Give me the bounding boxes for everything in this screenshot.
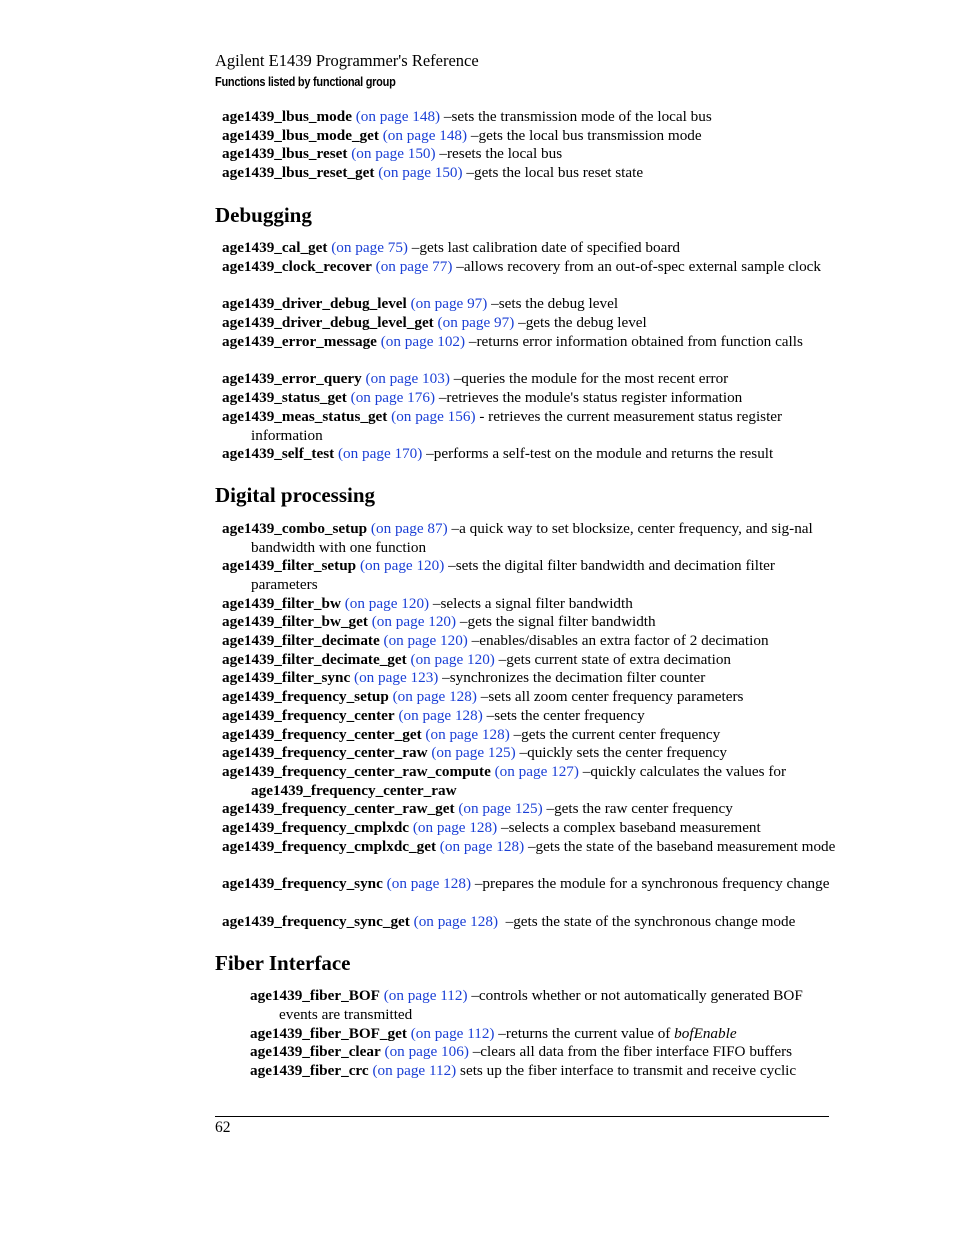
function-entry — [222, 669, 843, 688]
function-name: age1439_filter_setup — [222, 557, 357, 574]
function-description: –sets the transmission mode of the local bus — [440, 108, 712, 125]
function-entry — [222, 127, 843, 146]
page-reference-link[interactable]: (on page 120) — [410, 651, 495, 668]
page-number: 62 — [215, 1119, 231, 1136]
page-reference-link[interactable]: (on page 128) — [439, 838, 525, 855]
function-name: age1439_frequency_cmplxdc_get — [222, 838, 436, 855]
function-description: –resets the local bus — [435, 145, 563, 162]
function-entry — [222, 613, 843, 632]
function-description: –gets the debug level — [514, 314, 647, 331]
function-entry — [222, 258, 843, 277]
function-entry — [250, 1062, 843, 1081]
page-reference-link[interactable]: (on page 128) — [412, 819, 498, 836]
function-entry — [222, 763, 843, 800]
function-name: age1439_frequency_center_raw — [222, 744, 428, 761]
function-name: age1439_frequency_center_raw_get — [222, 800, 455, 817]
page-reference-link[interactable]: (on page 150) — [351, 145, 436, 162]
function-description: –sets the center frequency — [482, 707, 645, 724]
page-reference-link[interactable]: (on page 128) — [398, 707, 483, 724]
function-name: age1439_filter_bw — [222, 595, 341, 612]
function-description: –a quick way to set blocksize, center frequency, and sig-nal bandwidth with one function — [251, 520, 817, 556]
page-reference-link[interactable]: (on page 97) — [410, 295, 488, 312]
function-entry — [222, 875, 843, 894]
function-entry — [222, 688, 843, 707]
page-reference-link[interactable]: (on page 103) — [365, 370, 450, 387]
page-reference-link[interactable]: (on page 106) — [384, 1043, 469, 1060]
page-reference-link[interactable]: (on page 112) — [372, 1062, 457, 1079]
function-name: age1439_filter_bw_get — [222, 613, 368, 630]
function-name: age1439_lbus_mode_get — [222, 127, 379, 144]
page-reference-link[interactable]: (on page 97) — [437, 314, 515, 331]
section-heading-fiber-interface: Fiber Interface — [215, 951, 351, 975]
page-reference-link[interactable]: (on page 148) — [382, 127, 468, 144]
function-entry — [222, 408, 843, 445]
function-name-reference: age1439_frequency_center_raw — [251, 781, 457, 799]
function-description: –enables/disables an extra factor of 2 decimation — [467, 632, 769, 649]
page-reference-link[interactable]: (on page 112) — [383, 987, 468, 1004]
function-entry — [222, 595, 843, 614]
function-name: age1439_filter_decimate_get — [222, 651, 407, 668]
page-reference-link[interactable]: (on page 75) — [331, 239, 408, 256]
function-name: age1439_frequency_setup — [222, 688, 389, 705]
page-reference-link[interactable]: (on page 170) — [337, 445, 423, 462]
function-description: –queries the module for the most recent error — [449, 370, 729, 387]
page-reference-link[interactable]: (on page 128) — [425, 726, 510, 743]
function-description: –performs a self-test on the module and returns the result — [422, 445, 774, 462]
function-name: age1439_frequency_center — [222, 707, 395, 724]
function-entry — [222, 838, 843, 857]
function-name: age1439_frequency_sync_get — [222, 913, 410, 930]
function-name: age1439_error_message — [222, 333, 377, 350]
page-reference-link[interactable]: (on page 156) — [391, 408, 476, 425]
function-name: age1439_error_query — [222, 370, 362, 387]
page-reference-link[interactable]: (on page 120) — [359, 557, 445, 574]
page-reference-link[interactable]: (on page 120) — [344, 595, 430, 612]
function-name: age1439_lbus_reset_get — [222, 164, 375, 181]
page-reference-link[interactable]: (on page 128) — [386, 875, 472, 892]
function-description: –quickly sets the center frequency — [515, 744, 727, 761]
section-heading-debugging: Debugging — [215, 203, 312, 227]
function-entry — [222, 370, 843, 389]
function-name: age1439_cal_get — [222, 239, 328, 256]
function-entry — [222, 445, 843, 464]
function-entry — [222, 744, 843, 763]
function-description: –gets the local bus transmission mode — [467, 127, 702, 144]
function-description: –quickly calculates the values for — [578, 763, 790, 780]
page-reference-link[interactable]: (on page 120) — [371, 613, 457, 630]
page-reference-link[interactable]: (on page 77) — [375, 258, 453, 275]
function-entry — [222, 145, 843, 164]
function-entry — [250, 1043, 843, 1062]
function-name: age1439_filter_sync — [222, 669, 351, 686]
page-reference-link[interactable]: (on page 148) — [355, 108, 441, 125]
function-entry — [222, 913, 843, 932]
function-entry — [222, 726, 843, 745]
function-entry — [222, 239, 843, 258]
function-description: –returns error information obtained from function calls — [465, 333, 803, 350]
function-name: age1439_self_test — [222, 445, 335, 462]
function-description: sets up the fiber interface to transmit and receive cyclic — [456, 1062, 797, 1079]
page-reference-link[interactable]: (on page 87) — [370, 520, 448, 537]
function-name: age1439_status_get — [222, 389, 347, 406]
parameter-name: bofEnable — [674, 1025, 737, 1042]
page-reference-link[interactable]: (on page 123) — [354, 669, 439, 686]
function-name: age1439_fiber_crc — [250, 1062, 369, 1079]
function-entry — [222, 295, 843, 314]
function-entry — [222, 333, 843, 352]
function-description: –prepares the module for a synchronous frequency change — [471, 875, 830, 892]
section-heading-digital-processing: Digital processing — [215, 483, 376, 507]
function-description: –clears all data from the fiber interface FIFO buffers — [468, 1043, 793, 1060]
function-name: age1439_frequency_sync — [222, 875, 383, 892]
page-reference-link[interactable]: (on page 127) — [494, 763, 579, 780]
function-entry — [222, 707, 843, 726]
function-name: age1439_clock_recover — [222, 258, 372, 275]
function-entry — [222, 314, 843, 333]
function-entry — [222, 651, 843, 670]
function-description: –sets the debug level — [487, 295, 619, 312]
function-name: age1439_fiber_clear — [250, 1043, 381, 1060]
function-description: –gets the raw center frequency — [542, 800, 733, 817]
function-description: –gets the signal filter bandwidth — [456, 613, 656, 630]
function-entry — [222, 557, 843, 594]
function-description: –gets current state of extra decimation — [494, 651, 732, 668]
header-subtitle: Functions listed by functional group — [215, 75, 396, 89]
function-description: –gets the state of the baseband measurement mode — [524, 838, 836, 855]
page-reference-link[interactable]: (on page 128) — [413, 913, 499, 930]
function-description: –retrieves the module's status register information — [435, 389, 743, 406]
function-description: –gets the current center frequency — [509, 726, 721, 743]
function-entry — [250, 1025, 843, 1044]
function-description: –sets all zoom center frequency parameters — [476, 688, 744, 705]
function-name: age1439_lbus_reset — [222, 145, 348, 162]
page-reference-link[interactable]: (on page 112) — [410, 1025, 495, 1042]
function-description: –selects a signal filter bandwidth — [429, 595, 633, 612]
function-entry — [222, 520, 843, 557]
function-description: –controls whether or not automatically generated BOF events are transmitted — [279, 987, 807, 1023]
page-reference-link[interactable]: (on page 120) — [383, 632, 468, 649]
page-reference-link[interactable]: (on page 176) — [350, 389, 436, 406]
function-description: –selects a complex baseband measurement — [497, 819, 761, 836]
function-name: age1439_frequency_center_raw_compute — [222, 763, 491, 780]
function-entry — [222, 389, 843, 408]
function-entry — [222, 819, 843, 838]
function-name: age1439_combo_setup — [222, 520, 368, 537]
function-name: age1439_frequency_cmplxdc — [222, 819, 410, 836]
footer-rule — [215, 1116, 829, 1117]
header-title: Agilent E1439 Programmer's Reference — [215, 51, 479, 70]
function-description: –allows recovery from an out-of-spec external sample clock — [452, 258, 821, 275]
page-reference-link[interactable]: (on page 150) — [378, 164, 463, 181]
function-entry — [222, 800, 843, 819]
function-name: age1439_lbus_mode — [222, 108, 352, 125]
function-name: age1439_fiber_BOF_get — [250, 1025, 407, 1042]
function-name: age1439_fiber_BOF — [250, 987, 380, 1004]
function-entry — [222, 164, 843, 183]
function-entry — [222, 632, 843, 651]
function-description: –returns the current value of — [494, 1025, 675, 1042]
function-name: age1439_driver_debug_level — [222, 295, 407, 312]
function-name: age1439_meas_status_get — [222, 408, 388, 425]
page-reference-link[interactable]: (on page 125) — [431, 744, 516, 761]
function-description: –synchronizes the decimation filter counter — [438, 669, 706, 686]
function-name: age1439_frequency_center_get — [222, 726, 422, 743]
function-description: –gets the state of the synchronous change mode — [498, 913, 796, 930]
function-name: age1439_driver_debug_level_get — [222, 314, 434, 331]
function-description: –sets the digital filter bandwidth and decimation filter parameters — [251, 557, 779, 593]
function-entry — [222, 108, 843, 127]
page-reference-link[interactable]: (on page 102) — [380, 333, 466, 350]
function-description: –gets last calibration date of specified board — [408, 239, 681, 256]
function-entry — [250, 987, 843, 1024]
function-name: age1439_filter_decimate — [222, 632, 380, 649]
function-description: - retrieves the current measurement status register information — [251, 408, 786, 444]
function-description: –gets the local bus reset state — [462, 164, 644, 181]
page-reference-link[interactable]: (on page 128) — [392, 688, 477, 705]
page-reference-link[interactable]: (on page 125) — [458, 800, 543, 817]
